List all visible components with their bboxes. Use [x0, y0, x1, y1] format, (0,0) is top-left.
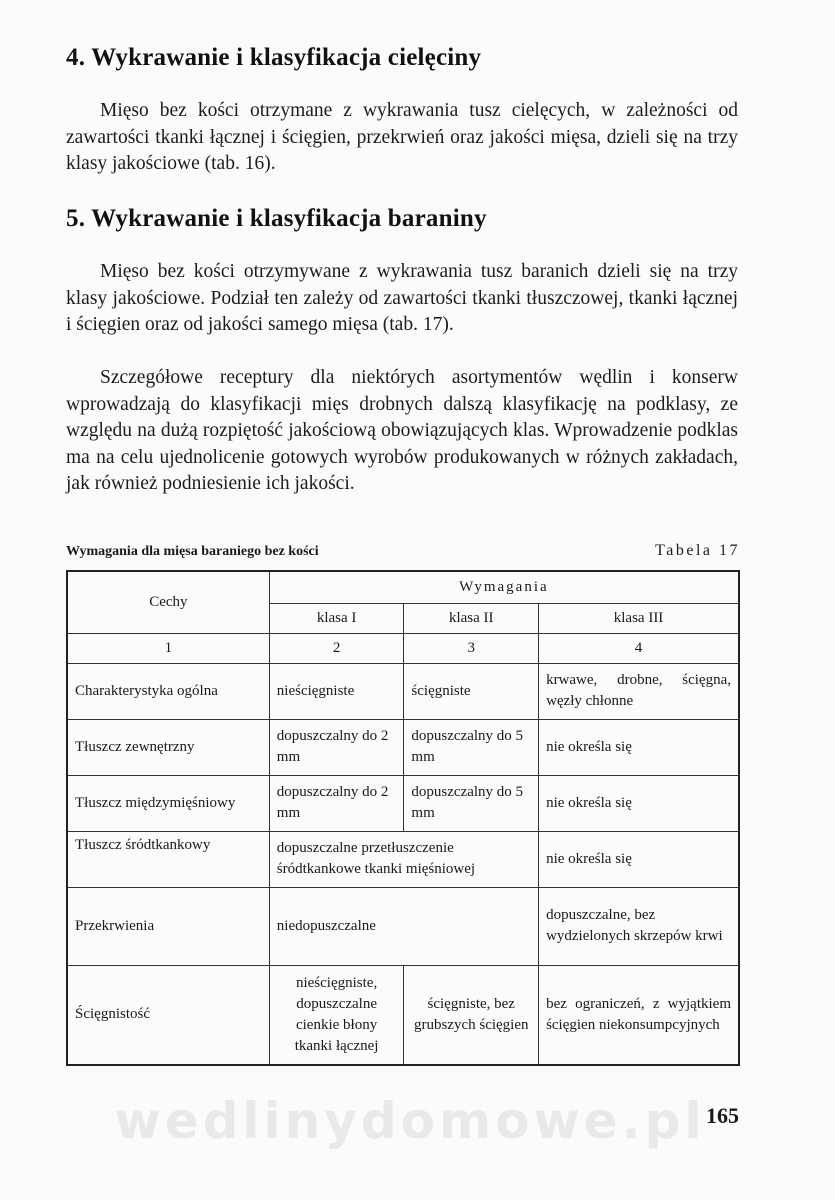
row-class-3: krwawe, drobne, ścięgna, węzły chłonne	[539, 663, 739, 719]
row-class-2: dopuszczalny do 5 mm	[404, 719, 539, 775]
row-class-3: dopuszczalne, bez wydzielonych skrzepów krwi	[539, 887, 739, 965]
watermark: wedlinydomowe.pl	[114, 1092, 706, 1150]
row-class-1: dopuszczalny do 2 mm	[269, 719, 404, 775]
table-row	[67, 887, 739, 965]
section-5-paragraph-1: Mięso bez kości otrzymywane z wykrawania tusz baranich dzieli się na trzy klasy jakościowe. Podział ten zależy od zawartości tkanki tłuszczowej, tkanki łącznej i ścięgien oraz od jakości samego mięsa (tab. 17).	[66, 261, 738, 335]
col-number-2: 2	[269, 633, 404, 663]
row-class-3: bez ograniczeń, z wyjątkiem ścięgien niekonsumpcyjnych	[539, 965, 739, 1065]
row-feature: Tłuszcz międzymięśniowy	[67, 775, 269, 831]
table-row	[67, 719, 739, 775]
col-number-4: 4	[539, 633, 739, 663]
row-class-1: nieścięgniste	[269, 663, 404, 719]
row-class-3: nie określa się	[539, 775, 739, 831]
table-label: Tabela 17	[655, 542, 740, 559]
page-number: 165	[706, 1103, 739, 1128]
table-row	[67, 775, 739, 831]
row-class-1: nieścięgniste, dopuszczalne cienkie błony tkanki łącznej	[269, 965, 404, 1065]
header-class-1: klasa I	[269, 603, 404, 633]
section-4-heading: 4. Wykrawanie i klasyfikacja cielęciny	[66, 44, 482, 71]
section-5-paragraph-2: Szczegółowe receptury dla niektórych asortymentów wędlin i konserw wprowadzają do klasyfikacji mięs drobnych dalszą klasyfikację na podklasy, ze względu na dużą rozpiętość jakościową obowiązujących klas. Wprowadzenie podklas ma na celu ujednolicenie gotowych wyrobów produkowanych w różnych zakładach, jak również podniesienie ich jakości.	[66, 367, 738, 494]
section-4-paragraph: Mięso bez kości otrzymane z wykrawania tusz cielęcych, w zależności od zawartości tkanki łącznej i ścięgien, przekrwień oraz jakości mięsa, dzieli się na trzy klasy jakościowe (tab. 16).	[66, 100, 738, 174]
table-row	[67, 831, 739, 887]
header-class-3: klasa III	[539, 603, 739, 633]
row-class-3: nie określa się	[539, 831, 739, 887]
requirements-table	[66, 570, 740, 1066]
row-class-1-2: niedopuszczalne	[269, 887, 538, 965]
table-row	[67, 663, 739, 719]
col-number-1: 1	[67, 633, 269, 663]
row-class-2: ścięgniste, bez grubszych ścięgien	[404, 965, 539, 1065]
row-feature: Tłuszcz zewnętrzny	[67, 719, 269, 775]
section-5-heading: 5. Wykrawanie i klasyfikacja baraniny	[66, 205, 487, 232]
row-feature: Charakterystyka ogólna	[67, 663, 269, 719]
header-wymagania: Wymagania	[269, 571, 739, 603]
row-class-3: nie określa się	[539, 719, 739, 775]
header-class-2: klasa II	[404, 603, 539, 633]
row-class-2: dopuszczalny do 5 mm	[404, 775, 539, 831]
row-class-2: ścięgniste	[404, 663, 539, 719]
table-row	[67, 965, 739, 1065]
row-class-1: dopuszczalny do 2 mm	[269, 775, 404, 831]
row-feature: Przekrwienia	[67, 887, 269, 965]
row-feature: Tłuszcz śródtkankowy	[67, 831, 269, 887]
table-title: Wymagania dla mięsa baraniego bez kości	[66, 544, 319, 559]
col-number-3: 3	[404, 633, 539, 663]
row-feature: Ścięgnistość	[67, 965, 269, 1065]
header-cechy: Cechy	[67, 571, 269, 633]
row-class-1-2: dopuszczalne przetłuszczenie śródtkankowe tkanki mięśniowej	[269, 831, 538, 887]
